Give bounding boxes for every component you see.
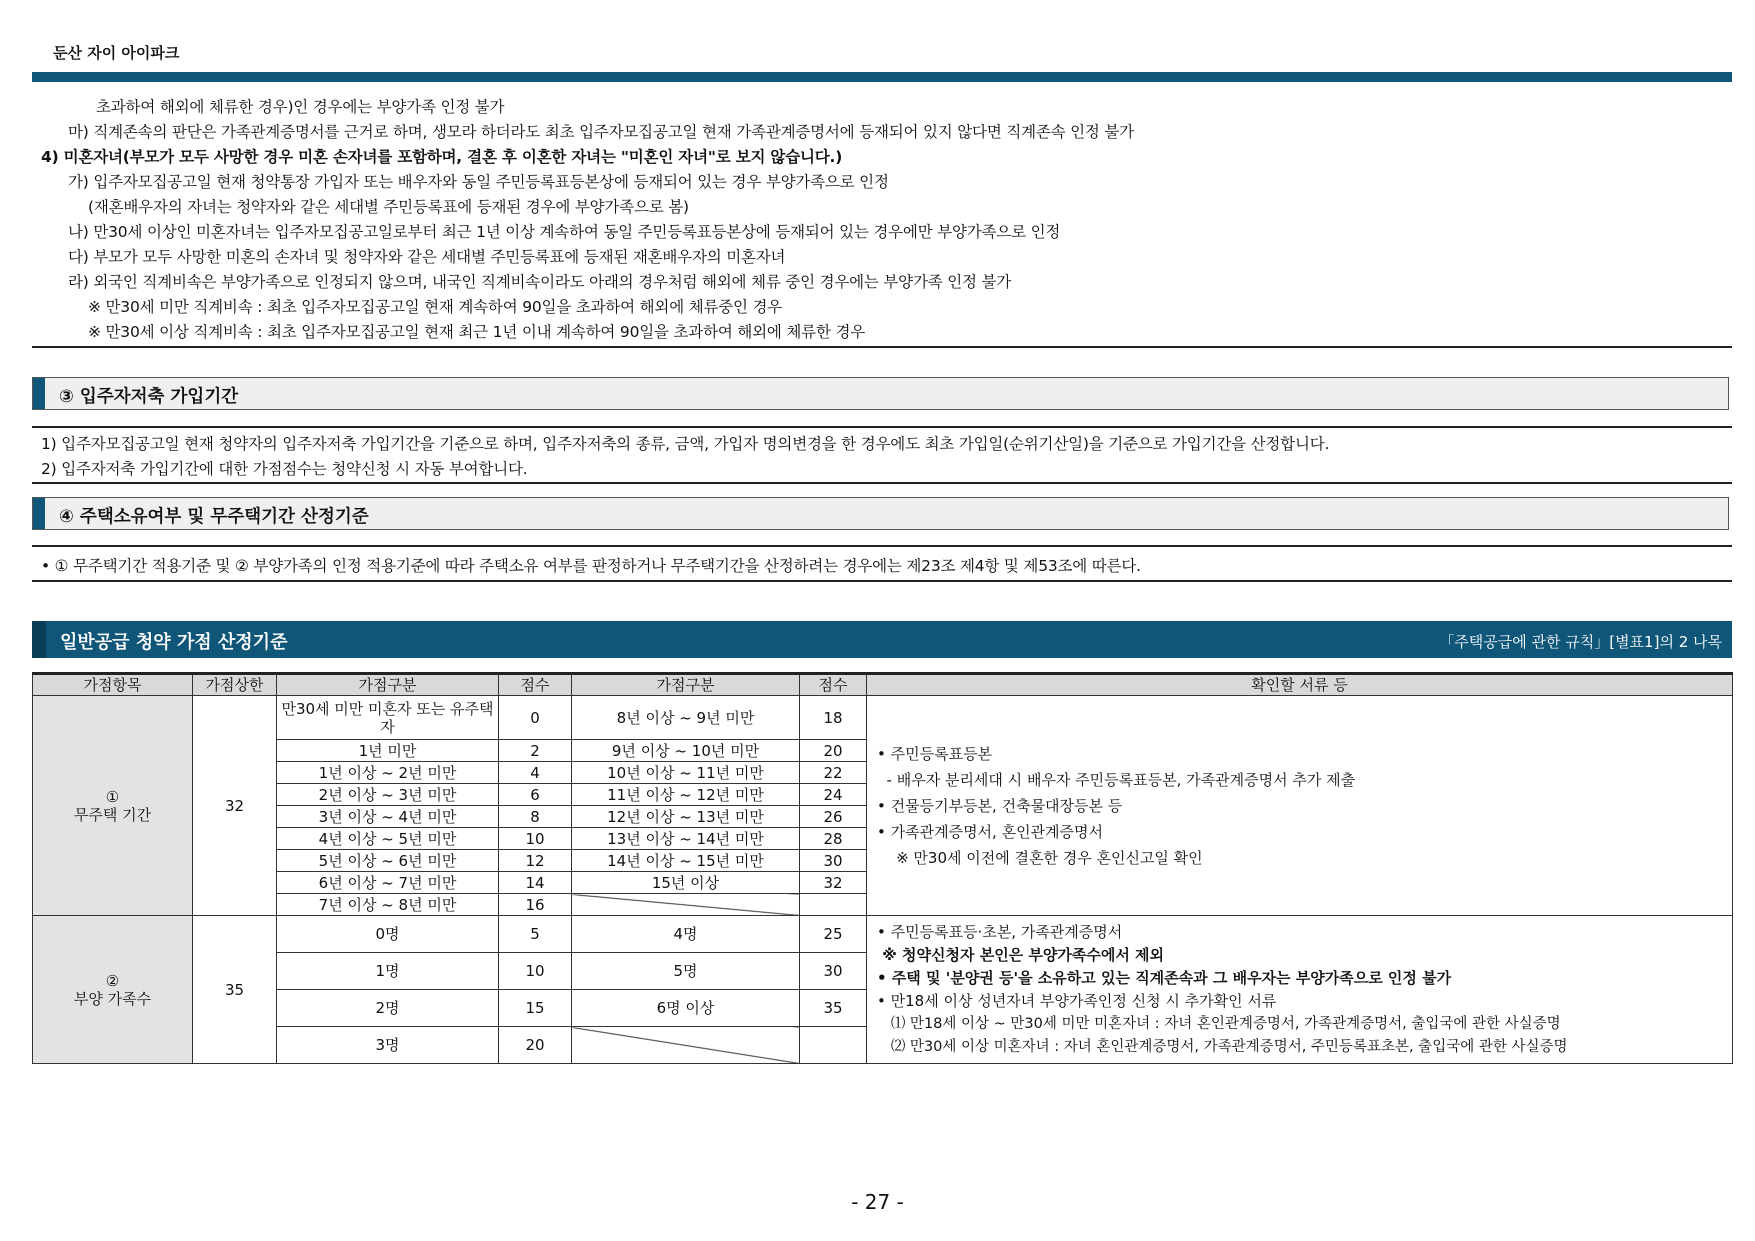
score-range: 3명: [277, 1027, 499, 1064]
divider: [32, 482, 1732, 484]
section3-heading: [32, 377, 1729, 410]
empty-diagonal-cell: [572, 1027, 800, 1064]
document-line: ⑴ 만18세 이상 ~ 만30세 미만 미혼자녀 : 자녀 혼인관계증명서, 가족관계증명서, 출입국에 관한 사실증명: [877, 1015, 1561, 1032]
table-row: [33, 696, 1733, 740]
score-value: 5: [499, 916, 572, 953]
score-value: 10: [499, 828, 572, 850]
text-line: 4) 미혼자녀(부모가 모두 사망한 경우 미혼 손자녀를 포함하며, 결혼 후 이혼한 자녀는 "미혼인 자녀"로 보지 않습니다.): [41, 148, 843, 166]
score-range: 1년 이상 ~ 2년 미만: [277, 762, 499, 784]
document-line: • 만18세 이상 성년자녀 부양가족인정 신청 시 추가확인 서류: [877, 991, 1277, 1010]
score-value: 26: [800, 806, 867, 828]
score-value: 30: [800, 953, 867, 990]
section-marker: [33, 378, 45, 409]
score-value: 20: [499, 1027, 572, 1064]
empty-cell: [800, 1027, 867, 1064]
score-range: 1년 미만: [277, 740, 499, 762]
divider: [32, 426, 1732, 428]
header-title: 둔산 자이 아이파크: [53, 44, 180, 62]
column-header: 가점상한: [193, 674, 277, 696]
text-line: 가) 입주자모집공고일 현재 청약통장 가입자 또는 배우자와 동일 주민등록표등본상에 등재되어 있는 경우 부양가족으로 인정: [68, 173, 889, 191]
text-line: 나) 만30세 이상인 미혼자녀는 입주자모집공고일로부터 최근 1년 이상 계속하여 동일 주민등록표등본상에 등재되어 있는 경우에만 부양가족으로 인정: [68, 223, 1061, 241]
score-value: 32: [800, 872, 867, 894]
table-header-row: [33, 674, 1733, 696]
category-dependents: [33, 916, 193, 1064]
score-value: 10: [499, 953, 572, 990]
section-marker: [33, 498, 45, 529]
category-max-score: 32: [193, 696, 277, 916]
document-line: ⑵ 만30세 이상 미혼자녀 : 자녀 혼인관계증명서, 가족관계증명서, 주민등록표초본, 출입국에 관한 사실증명: [877, 1038, 1568, 1055]
score-value: 25: [800, 916, 867, 953]
score-value: 8: [499, 806, 572, 828]
divider: [32, 545, 1732, 547]
column-header: 점수: [800, 674, 867, 696]
score-range: 13년 이상 ~ 14년 미만: [572, 828, 800, 850]
section3-title: ③ 입주자저축 가입기간: [59, 387, 239, 407]
document-line: ※ 만30세 이전에 결혼한 경우 혼인신고일 확인: [877, 848, 1203, 867]
score-value: 0: [499, 696, 572, 740]
score-value: 4: [499, 762, 572, 784]
score-range: 11년 이상 ~ 12년 미만: [572, 784, 800, 806]
score-range: 만30세 미만 미혼자 또는 유주택자: [277, 696, 499, 740]
score-table: [32, 672, 1733, 1064]
score-range: 6명 이상: [572, 990, 800, 1027]
section4-line: • ① 무주택기간 적용기준 및 ② 부양가족의 인정 적용기준에 따라 주택소유 여부를 판정하거나 무주택기간을 산정하려는 경우에는 제23조 제4항 및 제53조에 따른다.: [41, 557, 1141, 575]
score-value: 18: [800, 696, 867, 740]
score-value: 35: [800, 990, 867, 1027]
document-line: • 건물등기부등본, 건축물대장등본 등: [877, 796, 1123, 815]
section3-line: 2) 입주자저축 가입기간에 대한 가점점수는 청약신청 시 자동 부여합니다.: [41, 460, 528, 478]
score-value: 15: [499, 990, 572, 1027]
score-value: 12: [499, 850, 572, 872]
divider: [32, 580, 1732, 582]
section3-line: 1) 입주자모집공고일 현재 청약자의 입주자저축 가입기간을 기준으로 하며, 입주자저축의 종류, 금액, 가입자 명의변경을 한 경우에도 최초 가입일(순위기산일)을 기준으로 가입기간을 산정합니다.: [41, 435, 1330, 453]
empty-cell: [800, 894, 867, 916]
score-value: 14: [499, 872, 572, 894]
text-line: ※ 만30세 미만 직계비속 : 최초 입주자모집공고일 현재 계속하여 90일을 초과하여 해외에 체류중인 경우: [88, 298, 783, 316]
score-range: 14년 이상 ~ 15년 미만: [572, 850, 800, 872]
band-title: 일반공급 청약 가점 산정기준: [60, 632, 288, 653]
score-value: 22: [800, 762, 867, 784]
score-range: 2년 이상 ~ 3년 미만: [277, 784, 499, 806]
score-range: 6년 이상 ~ 7년 미만: [277, 872, 499, 894]
score-range: 1명: [277, 953, 499, 990]
score-range: 9년 이상 ~ 10년 미만: [572, 740, 800, 762]
score-value: 24: [800, 784, 867, 806]
header-bar: [32, 72, 1732, 82]
score-range: 4명: [572, 916, 800, 953]
band-reference: 「주택공급에 관한 규칙」[별표1]의 2 나목: [1439, 633, 1722, 651]
score-range: 5년 이상 ~ 6년 미만: [277, 850, 499, 872]
score-range: 3년 이상 ~ 4년 미만: [277, 806, 499, 828]
text-line: 초과하여 해외에 체류한 경우)인 경우에는 부양가족 인정 불가: [96, 98, 505, 116]
score-value: 30: [800, 850, 867, 872]
category-number: ①: [105, 787, 120, 806]
band-marker: [32, 621, 46, 658]
score-range: 10년 이상 ~ 11년 미만: [572, 762, 800, 784]
score-range: 4년 이상 ~ 5년 미만: [277, 828, 499, 850]
documents-cell: [867, 916, 1733, 1064]
documents-cell: [867, 696, 1733, 916]
document-line: - 배우자 분리세대 시 배우자 주민등록표등본, 가족관계증명서 추가 제출: [877, 770, 1356, 789]
text-line: 마) 직계존속의 판단은 가족관계증명서를 근거로 하며, 생모라 하더라도 최초 입주자모집공고일 현재 가족관계증명서에 등재되어 있지 않다면 직계존속 인정 불가: [68, 123, 1134, 141]
category-max-score: 35: [193, 916, 277, 1064]
section4-title: ④ 주택소유여부 및 무주택기간 산정기준: [59, 507, 369, 527]
score-range: 12년 이상 ~ 13년 미만: [572, 806, 800, 828]
score-value: 20: [800, 740, 867, 762]
score-range: 2명: [277, 990, 499, 1027]
page-number: - 27 -: [851, 1190, 904, 1214]
divider: [32, 346, 1732, 348]
score-range: 15년 이상: [572, 872, 800, 894]
document-line: • 주택 및 '분양권 등'을 소유하고 있는 직계존속과 그 배우자는 부양가족으로 인정 불가: [877, 968, 1452, 987]
score-value: 28: [800, 828, 867, 850]
score-value: 16: [499, 894, 572, 916]
column-header: 점수: [499, 674, 572, 696]
score-range: 0명: [277, 916, 499, 953]
score-range: 5명: [572, 953, 800, 990]
document-line: • 가족관계증명서, 혼인관계증명서: [877, 822, 1104, 841]
column-header: 가점구분: [277, 674, 499, 696]
text-line: ※ 만30세 이상 직계비속 : 최초 입주자모집공고일 현재 최근 1년 이내 계속하여 90일을 초과하여 해외에 체류한 경우: [88, 323, 865, 341]
document-line: • 주민등록표등본: [877, 744, 993, 763]
category-label: 무주택 기간: [73, 805, 152, 824]
score-value: 2: [499, 740, 572, 762]
column-header: 가점구분: [572, 674, 800, 696]
text-line: 다) 부모가 모두 사망한 미혼의 손자녀 및 청약자와 같은 세대별 주민등록표에 등재된 재혼배우자의 미혼자녀: [68, 248, 786, 266]
score-range: 7년 이상 ~ 8년 미만: [277, 894, 499, 916]
text-line: 라) 외국인 직계비속은 부양가족으로 인정되지 않으며, 내국인 직계비속이라도 아래의 경우처럼 해외에 체류 중인 경우에는 부양가족 인정 불가: [68, 273, 1012, 291]
score-range: 8년 이상 ~ 9년 미만: [572, 696, 800, 740]
document-line: ※ 청약신청자 본인은 부양가족수에서 제외: [877, 945, 1165, 964]
score-value: 6: [499, 784, 572, 806]
category-homeless-period: [33, 696, 193, 916]
table-row: [33, 916, 1733, 953]
text-line: (재혼배우자의 자녀는 청약자와 같은 세대별 주민등록표에 등재된 경우에 부양가족으로 봄): [88, 198, 689, 216]
column-header: 가점항목: [33, 674, 193, 696]
document-line: • 주민등록표등·초본, 가족관계증명서: [877, 922, 1123, 941]
section4-heading: [32, 497, 1729, 530]
empty-diagonal-cell: [572, 894, 800, 916]
general-supply-band: [32, 621, 1732, 658]
category-label: 부양 가족수: [73, 989, 152, 1008]
category-number: ②: [105, 971, 120, 990]
column-header: 확인할 서류 등: [867, 674, 1733, 696]
